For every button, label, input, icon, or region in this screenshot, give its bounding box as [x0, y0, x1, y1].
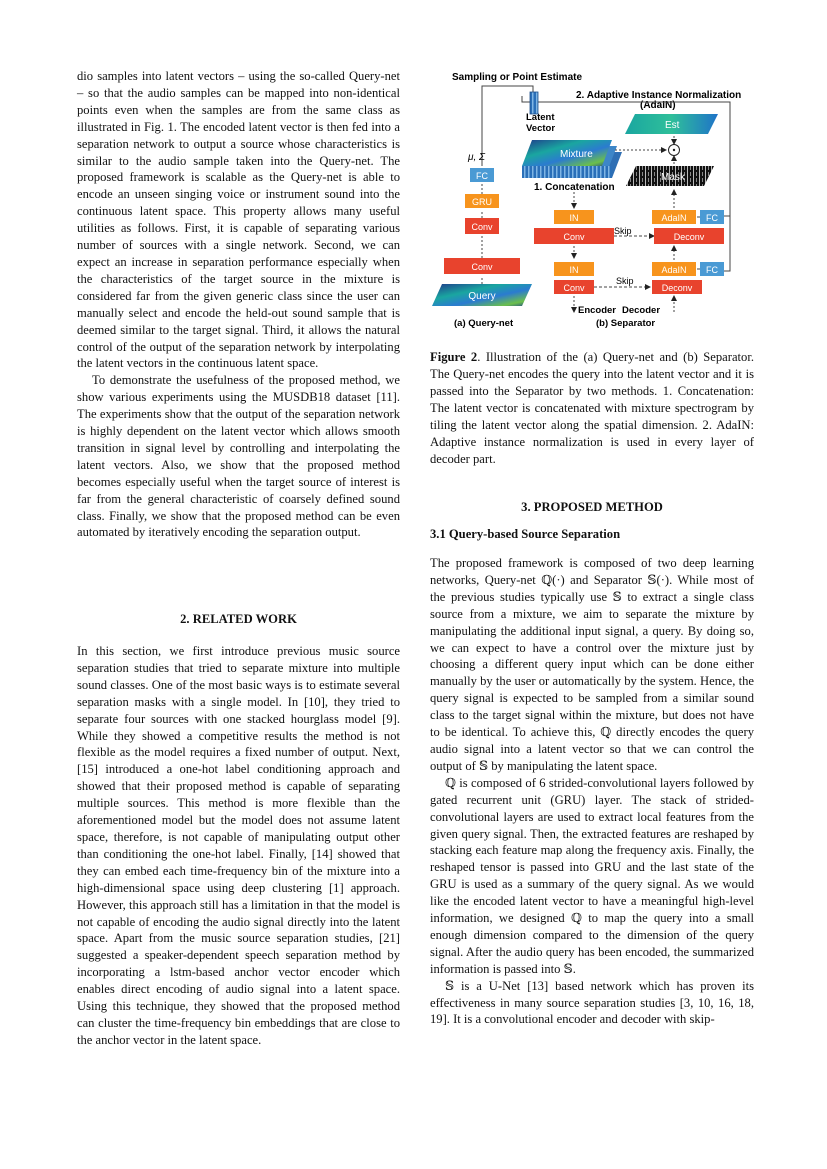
- adain-label: AdaIN: [661, 265, 687, 275]
- conv-label: Conv: [471, 222, 493, 232]
- figure-caption: [430, 349, 754, 468]
- deconv-label: Deconv: [673, 232, 705, 242]
- mask-label: Mask: [661, 172, 685, 183]
- body-paragraph: In this section, we first introduce previous music source separation studies that tried to separate mixture into multiple sound classes. One of the most basic ways is to estimate several separation masks with a single model. In [10], they tried to separate four sources with one stacked hourglass model [9]. While they showed a competitive results the method is not flexible as the model requires a fixed number of output. Next, [15] introduced a one-hot label conditioning approach and showed that their proposed method is capable of separating multiple sources. This method is more flexible than the aforementioned model but the model does not assume latent space, therefore, is not capable of manipulating output other than conditioning the one-hot label. Finally, [14] showed that they can embed each time-frequency bin of the mixture into a high-dimensional space using deep clustering [1] approach. However, this approach still has a limitation in that the model is not capable of encoding the audio signal directly into the latent space. Apart from the music source separation studies, [21] suggested a speaker-dependent speech separation method by incorporating a lstm-based anchor vector encoder which enables direct encoding of audio signal into a latent space. Using this technique, they showed that the proposed method can cluster the time-frequency bin embeddings that are close to the anchor vector in the latent space.: [77, 644, 400, 1047]
- figure-label-adain-abbr: (AdaIN): [640, 100, 676, 111]
- body-paragraph: 𝕊 is a U-Net [13] based network which has proven its effectiveness in many source separation studies [3, 10, 16, 18, 19]. It is a convolutional encoder and decoder with skip-: [430, 978, 754, 1027]
- body-paragraph: The proposed framework is composed of two deep learning networks, Query-net ℚ(·) and Separator 𝕊(·). While most of the previous studies typically use 𝕊 to extract a single class source from a mixture, we aim to separate the mixture by manipulating the additional input signal, a query. By doing so, we can expect to have a control over the mixture just by choosing a different query input which can be done either manually by the user or automatically by the system. Hence, the query signal is expected to be sampled from a similar sound class to the target signal within the mixture, but does not have to be identical. To achieve this, ℚ directly encodes the query audio signal into a latent vector so that we can control the output of 𝕊 by manipulating the latent space.: [430, 556, 754, 773]
- caption-text: . Illustration of the (a) Query-net and (b) Separator. The Query-net encodes the query into the latent vector and it is passed into the Separator by two methods. 1. Concatenation: The latent vector is concatenated with mixture spectrogram by tiling the latent vector along the spatial dimension. 2. AdaIN: Adaptive instance normalization is used in every layer of decoder part.: [430, 350, 754, 466]
- left-column-section2: [77, 643, 400, 1049]
- skip-label: Skip: [614, 226, 632, 236]
- section-heading: 2. RELATED WORK: [180, 612, 297, 626]
- conv-label: Conv: [563, 283, 585, 293]
- section-heading: 3. PROPOSED METHOD: [521, 500, 663, 514]
- figure-label-sampling: Sampling or Point Estimate: [452, 72, 583, 83]
- gru-label: GRU: [472, 197, 492, 207]
- subfigure-b-label: (b) Separator: [596, 318, 656, 329]
- subsection-heading: 3.1 Query-based Source Separation: [430, 527, 621, 541]
- mixture-label: Mixture: [560, 149, 593, 160]
- fc-label: FC: [476, 171, 488, 181]
- fc-label: FC: [706, 265, 718, 275]
- latent-label: Vector: [526, 123, 556, 134]
- subfigure-a-label: (a) Query-net: [454, 318, 514, 329]
- figure-2-diagram: [428, 68, 758, 336]
- right-column: [430, 555, 754, 1028]
- in-label: IN: [569, 213, 579, 223]
- decoder-label: Decoder: [622, 305, 661, 316]
- body-paragraph: To demonstrate the usefulness of the proposed method, we show various experiments using the MUSDB18 dataset [11]. The experiments show that the output of the separation network is highly dependent on the latent vector which allows smooth transition in signal level by controlling and interpolating the latent vectors. Also, we show that the proposed method becomes especially useful when the target source of interest is far from the general characteristic of coarsely defined sound class. Finally, we show that the proposed method can be even automated by iteratively encoding the separation output.: [77, 373, 400, 540]
- conv-label: Conv: [471, 262, 493, 272]
- adain-label: AdaIN: [661, 213, 687, 223]
- in-label: IN: [569, 265, 579, 275]
- body-paragraph: dio samples into latent vectors – using the so-called Query-net – so that the audio samples can be mapped into non-identical points even when the samples are from the same class as illustrated in Fig. 1. The encoded latent vector is then fed into a separation network to output a source whose characteristics is similar to the audio sample taken into the Query-net. The proposed framework is scalable as the Query-net is able to encode an unseen singing voice or instrument sound into the continuous latent space. This property allows many useful utilities as follows. First, it is capable of separating various number of sources with a single network. Second, we can expect an increase in separation performance especially when the characteristics of the target source in the mixture is considered far from the given generic class since the user can manually select and encode the held-out sound sample that is deemed similar to the target signal. Third, it allows the natural control of the output of the separation network by interpolating the latent vectors in the continuous latent space.: [77, 69, 400, 371]
- conv-label: Conv: [563, 232, 585, 242]
- encoder-label: Encoder: [578, 305, 617, 316]
- mu-sigma-label: μ, Σ: [468, 152, 486, 163]
- figure-label-adain-title: 2. Adaptive Instance Normalization: [576, 90, 742, 101]
- skip-label: Skip: [616, 276, 634, 286]
- left-column: [77, 68, 400, 541]
- deconv-label: Deconv: [661, 283, 693, 293]
- caption-label: Figure 2: [430, 350, 478, 364]
- query-label: Query: [468, 291, 496, 302]
- concat-label: 1. Concatenation: [534, 182, 615, 193]
- latent-vector: [530, 92, 538, 114]
- fc-label: FC: [706, 213, 718, 223]
- est-label: Est: [665, 120, 680, 131]
- latent-label: Latent: [526, 112, 555, 123]
- body-paragraph: ℚ is composed of 6 strided-convolutional layers followed by gated recurrent unit (GRU) layer. The stack of strided-convolutional layers are used to extract local features from the given query signal. Then, the extracted features are reshaped by stacking each feature map along the frequency axis. Finally, the reshaped tensor is passed into GRU and the last state of the GRU is used as a summary of the query signal. As we would like the encoded latent vector to have a meaningful high-level information, we designed ℚ to map the query into a small enough dimension compared to the dimension of the query signal. After the audio query has been encoded, the summarized information is passed into 𝕊.: [430, 775, 754, 976]
